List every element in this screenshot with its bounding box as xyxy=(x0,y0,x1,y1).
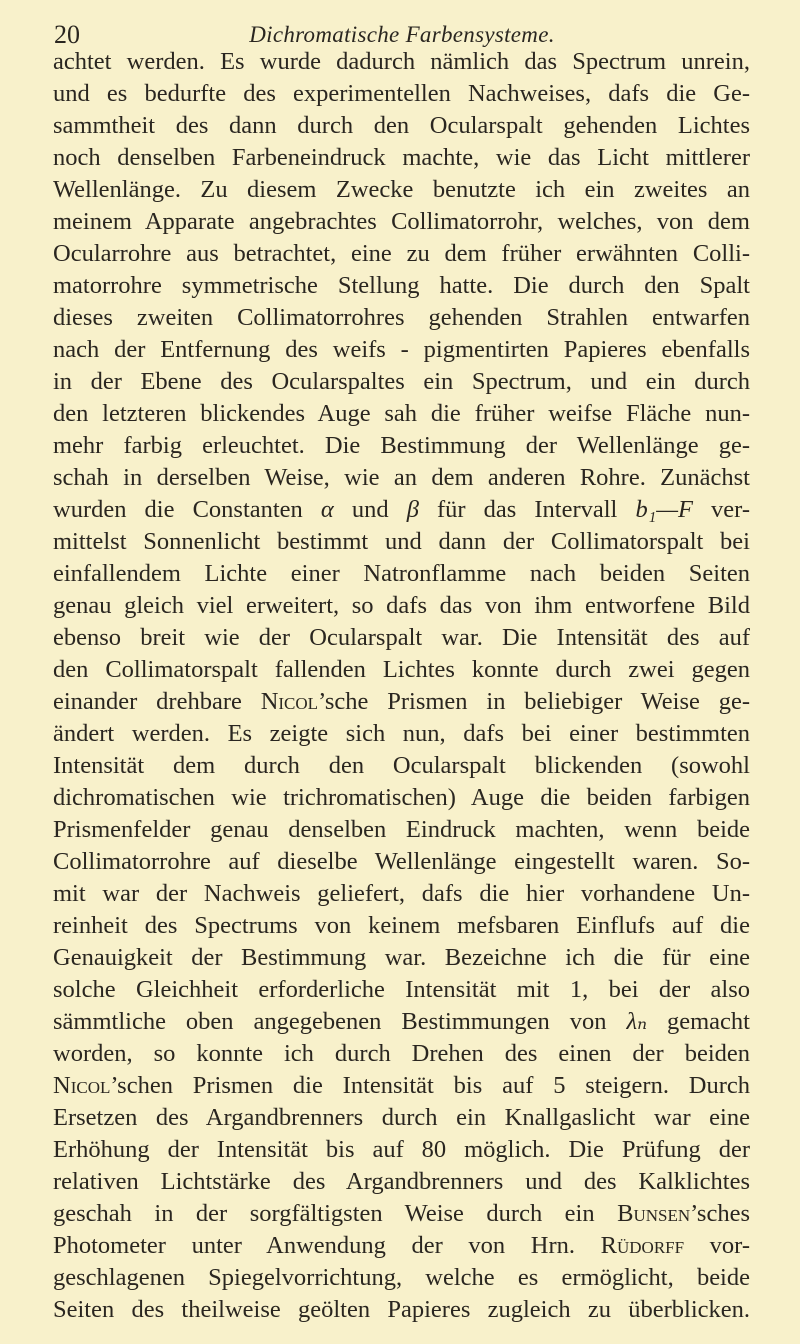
text-line xyxy=(53,622,750,654)
text-line xyxy=(53,878,750,910)
text-line xyxy=(53,942,750,974)
text-line xyxy=(53,846,750,878)
text-segment: Seiten des theilweise geölten Papieres zugleich zu überblicken. xyxy=(53,1296,750,1323)
text-segment: für das Intervall xyxy=(418,496,636,523)
text-segment: schah in derselben Weise, wie an dem anderen Rohre. Zunächst xyxy=(53,464,750,491)
text-segment: solche Gleichheit erforderliche Intensität mit 1, bei der also xyxy=(53,976,750,1003)
text-segment: genau gleich viel erweitert, so dafs das von ihm entworfene Bild xyxy=(53,592,750,619)
text-segment: α xyxy=(320,496,334,523)
text-segment: ver- xyxy=(692,496,750,523)
text-line xyxy=(53,1230,750,1262)
text-line xyxy=(53,1262,750,1294)
text-segment: Nicol xyxy=(260,688,319,715)
text-segment: Ocularrohre aus betrachtet, eine zu dem früher erwähnten Colli- xyxy=(53,240,750,267)
text-segment: ändert werden. Es zeigte sich nun, dafs bei einer bestimmten xyxy=(53,720,750,747)
text-segment: gemacht xyxy=(647,1008,750,1035)
text-segment: dieses zweiten Collimatorrohres gehenden Strahlen entwarfen xyxy=(53,304,750,331)
text-segment: Intensität dem durch den Ocularspalt blickenden (sowohl xyxy=(53,752,750,779)
text-line xyxy=(53,78,750,110)
text-line xyxy=(53,1166,750,1198)
text-segment: Nicol xyxy=(53,1072,111,1099)
text-segment: Erhöhung der Intensität bis auf 80 möglich. Die Prüfung der xyxy=(53,1136,750,1163)
text-line xyxy=(53,238,750,270)
text-line xyxy=(53,398,750,430)
text-segment: einfallendem Lichte einer Natronflamme nach beiden Seiten xyxy=(53,560,750,587)
text-segment: β xyxy=(406,496,419,523)
text-segment: dichromatischen wie trichromatischen) Auge die beiden farbigen xyxy=(53,784,750,811)
text-line xyxy=(53,430,750,462)
text-segment: in der Ebene des Ocularspaltes ein Spectrum, und ein durch xyxy=(53,368,750,395)
text-segment: matorrohre symmetrische Stellung hatte. Die durch den Spalt xyxy=(53,272,750,299)
text-line xyxy=(53,366,750,398)
text-segment: sammtheit des dann durch den Ocularspalt gehenden Lichtes xyxy=(53,112,750,139)
text-line xyxy=(53,1294,750,1326)
text-segment: den letzteren blickendes Auge sah die früher weifse Fläche nun- xyxy=(53,400,750,427)
text-line xyxy=(53,142,750,174)
text-line xyxy=(53,1006,750,1038)
text-segment: ’schen Prismen die Intensität bis auf 5 steigern. Durch xyxy=(110,1072,750,1099)
text-line xyxy=(53,718,750,750)
page-number: 20 xyxy=(54,20,80,49)
text-line xyxy=(53,910,750,942)
text-line xyxy=(53,174,750,206)
text-segment: Photometer unter Anwendung der von Hrn. xyxy=(53,1232,601,1259)
text-segment: vor- xyxy=(684,1232,750,1259)
text-line xyxy=(53,750,750,782)
text-line xyxy=(53,1102,750,1134)
text-line xyxy=(53,110,750,142)
text-segment: nach der Entfernung des weifs - pigmentirten Papieres ebenfalls xyxy=(53,336,750,363)
text-segment: reinheit des Spectrums von keinem mefsbaren Einflufs auf die xyxy=(53,912,750,939)
text-line xyxy=(53,462,750,494)
text-segment: ebenso breit wie der Ocularspalt war. Die Intensität des auf xyxy=(53,624,750,651)
text-segment: Wellenlänge. Zu diesem Zwecke benutzte ich ein zweites an xyxy=(53,176,750,203)
text-line xyxy=(53,206,750,238)
text-line xyxy=(53,1070,750,1102)
text-line xyxy=(53,590,750,622)
text-segment: worden, so konnte ich durch Drehen des einen der beiden xyxy=(53,1040,750,1067)
text-segment: geschah in der sorgfältigsten Weise durch ein xyxy=(53,1200,618,1227)
text-line xyxy=(53,526,750,558)
text-segment: Ersetzen des Argandbrenners durch ein Knallgaslicht war eine xyxy=(53,1104,750,1131)
text-line xyxy=(53,686,750,718)
text-segment: und es bedurfte des experimentellen Nachweises, dafs die Ge- xyxy=(53,80,750,107)
page-header xyxy=(54,10,750,50)
text-segment: geschlagenen Spiegelvorrichtung, welche es ermöglicht, beide xyxy=(53,1264,750,1291)
text-segment: Rüdorff xyxy=(600,1232,685,1259)
text-line xyxy=(53,1134,750,1166)
text-line xyxy=(53,654,750,686)
text-segment: achtet werden. Es wurde dadurch nämlich das Spectrum unrein, xyxy=(53,48,750,75)
text-segment: Collimatorrohre auf dieselbe Wellenlänge eingestellt waren. So- xyxy=(53,848,750,875)
text-line xyxy=(53,334,750,366)
text-line xyxy=(53,46,750,78)
text-segment: meinem Apparate angebrachtes Collimatorrohr, welches, von dem xyxy=(53,208,750,235)
text-line xyxy=(53,974,750,1006)
text-segment: mittelst Sonnenlicht bestimmt und dann der Collimatorspalt bei xyxy=(53,528,750,555)
text-segment: einander drehbare xyxy=(53,688,261,715)
text-segment: Prismenfelder genau denselben Eindruck machten, wenn beide xyxy=(53,816,750,843)
text-segment: mehr farbig erleuchtet. Die Bestimmung der Wellenlänge ge- xyxy=(53,432,750,459)
body-text xyxy=(53,46,750,1326)
text-segment: Bunsen xyxy=(617,1200,691,1227)
running-title: Dichromatische Farbensysteme. xyxy=(249,22,555,47)
text-line xyxy=(53,1038,750,1070)
text-segment: ’sche Prismen in beliebiger Weise ge- xyxy=(318,688,750,715)
text-segment: ’sches xyxy=(690,1200,750,1227)
text-segment: noch denselben Farbeneindruck machte, wie das Licht mittlerer xyxy=(53,144,750,171)
text-segment: wurden die Constanten xyxy=(53,496,321,523)
text-segment: den Collimatorspalt fallenden Lichtes konnte durch zwei gegen xyxy=(53,656,750,683)
text-segment: und xyxy=(333,496,407,523)
text-segment: relativen Lichtstärke des Argandbrenners und des Kalklichtes xyxy=(53,1168,750,1195)
text-segment: sämmtliche oben angegebenen Bestimmungen von xyxy=(53,1008,627,1035)
text-line xyxy=(53,1198,750,1230)
text-segment: λₙ xyxy=(626,1008,648,1035)
text-line xyxy=(53,302,750,334)
text-line xyxy=(53,814,750,846)
text-line xyxy=(53,494,750,526)
text-segment: b₁—F xyxy=(635,496,693,523)
text-line xyxy=(53,558,750,590)
text-segment: Genauigkeit der Bestimmung war. Bezeichne ich die für eine xyxy=(53,944,750,971)
text-segment: mit war der Nachweis geliefert, dafs die hier vorhandene Un- xyxy=(53,880,750,907)
text-line xyxy=(53,782,750,814)
text-line xyxy=(53,270,750,302)
